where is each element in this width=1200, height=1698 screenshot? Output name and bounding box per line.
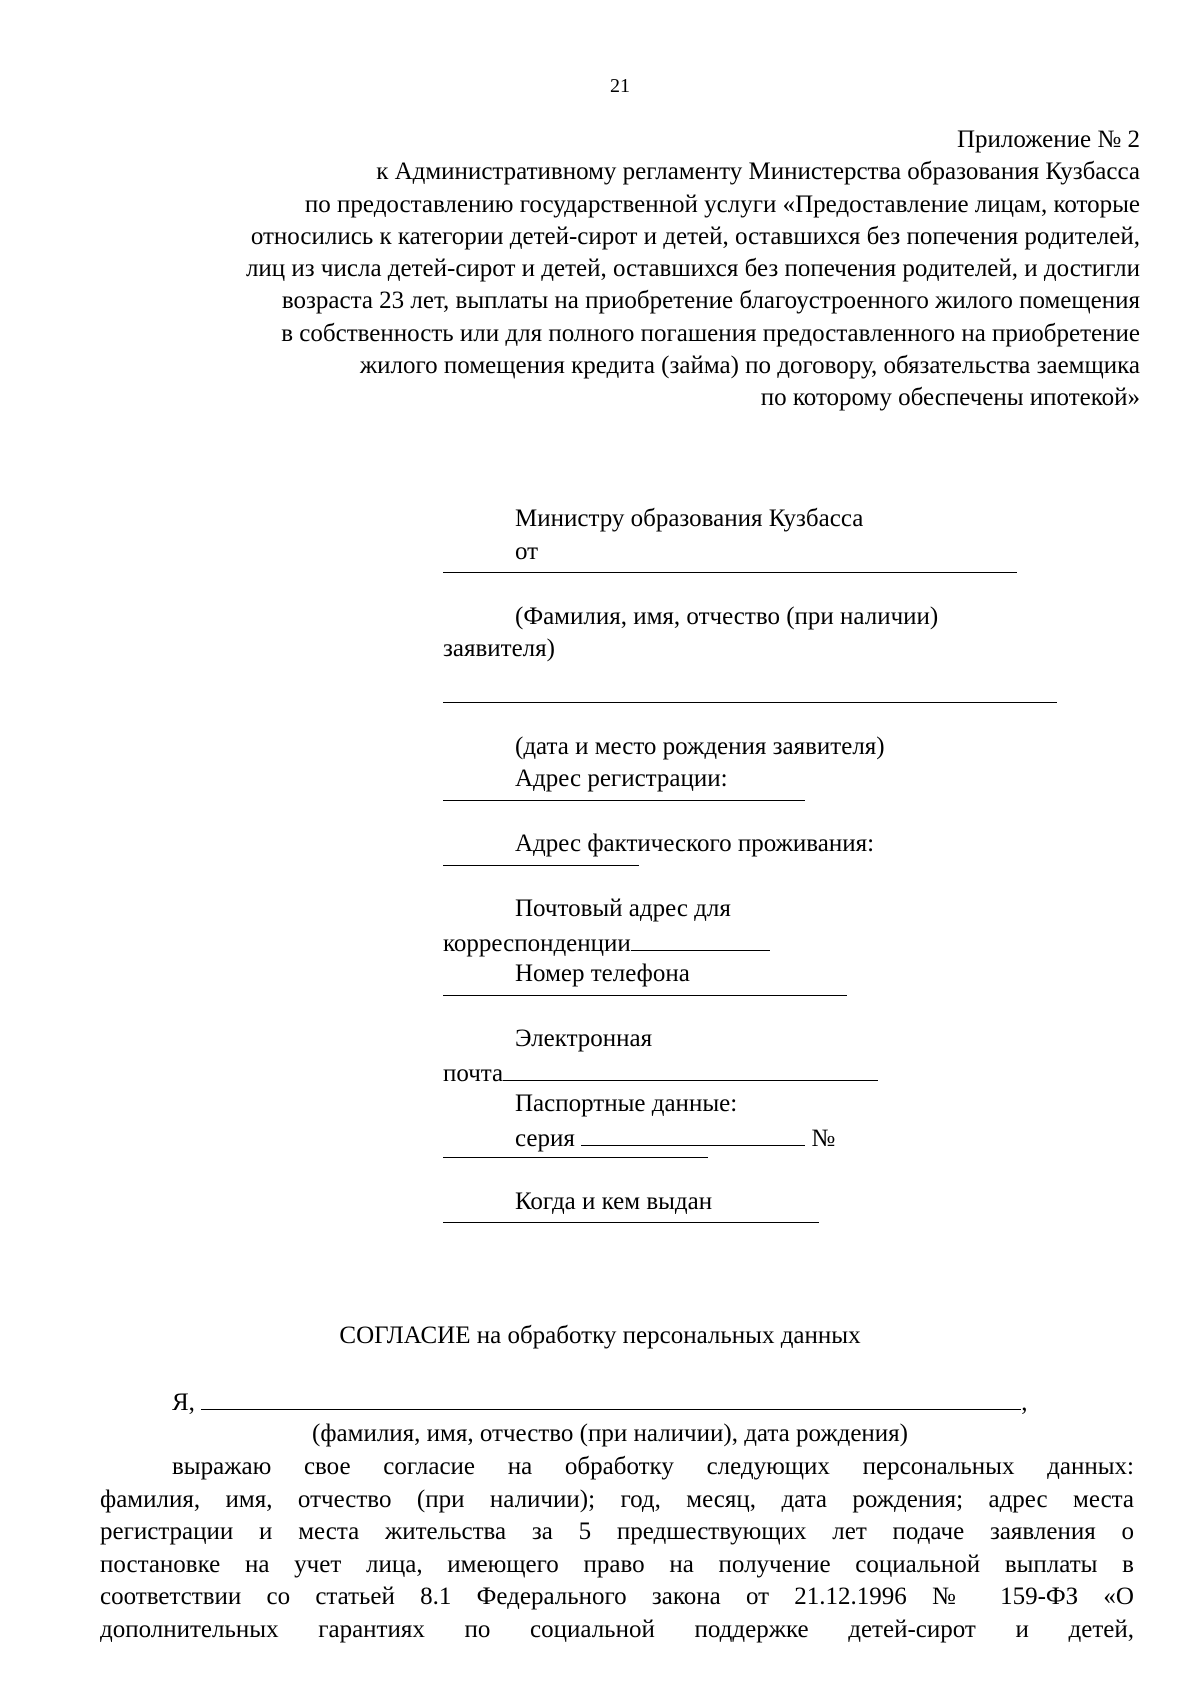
spacer bbox=[443, 666, 1083, 699]
postal-row bbox=[443, 926, 1083, 959]
body-line: соответствии со статьей 8.1 Федерального закона от 21.12.1996 № 159-ФЗ «О bbox=[100, 1583, 1134, 1611]
body-line: постановке на учет лица, имеющего право на получение социальной выплаты в bbox=[100, 1550, 1134, 1578]
fio-field-line[interactable] bbox=[443, 572, 1017, 573]
appendix-line: относились к категории детей-сирот и детей, оставшихся без попечения родителей, bbox=[250, 222, 1140, 250]
consent-title: СОГЛАСИЕ на обработку персональных данных bbox=[339, 1322, 861, 1349]
email-label-2: почта bbox=[443, 1059, 504, 1087]
applicant-name-caption: (фамилия, имя, отчество (при наличии), дата рождения) bbox=[312, 1420, 908, 1447]
minister-label: Министру образования Кузбасса bbox=[515, 505, 864, 532]
appendix-line: лиц из числа детей-сирот и детей, оставшихся без попечения родителей, и достигли bbox=[245, 255, 1140, 283]
appendix-line: жилого помещения кредита (займа) по договору, обязательства заемщика bbox=[359, 352, 1140, 380]
issued-field-row bbox=[443, 1218, 1083, 1251]
applicant-name-field-line[interactable] bbox=[201, 1385, 1021, 1410]
number-field-line[interactable] bbox=[443, 1157, 708, 1158]
birth-field-row bbox=[443, 698, 1083, 731]
email-field-line[interactable] bbox=[503, 1056, 878, 1081]
postal-field-line[interactable] bbox=[631, 926, 770, 951]
phone-field-row bbox=[443, 991, 1083, 1024]
birth-caption: (дата и место рождения заявителя) bbox=[515, 732, 885, 760]
appendix-line: по предоставлению государственной услуги «Предоставление лицам, которые bbox=[304, 190, 1140, 218]
page-number: 21 bbox=[610, 75, 630, 97]
comma: , bbox=[1021, 1389, 1028, 1416]
issued-label: Когда и кем выдан bbox=[515, 1187, 713, 1215]
appendix-header bbox=[80, 124, 1140, 415]
email-label-1: Электронная bbox=[515, 1025, 653, 1052]
actual-address-label: Адрес фактического проживания: bbox=[515, 830, 875, 857]
applicant-name-row bbox=[172, 1385, 1027, 1419]
phone-label: Номер телефона bbox=[515, 960, 690, 987]
passport-label: Паспортные данные: bbox=[515, 1090, 738, 1117]
issued-field-line[interactable] bbox=[443, 1222, 819, 1223]
body-line: фамилия, имя, отчество (при наличии); год, месяц, дата рождения; адрес места bbox=[100, 1485, 1134, 1513]
body-line: регистрации и места жительства за 5 предшествующих лет подаче заявления о bbox=[100, 1518, 1134, 1546]
postal-label-1: Почтовый адрес для bbox=[515, 895, 731, 922]
registration-label: Адрес регистрации: bbox=[515, 765, 728, 792]
body-line: дополнительных гарантиях по социальной поддержке детей-сирот и детей, bbox=[100, 1615, 1134, 1643]
actual-address-field-row bbox=[443, 861, 1083, 894]
number-field-row bbox=[443, 1153, 1083, 1186]
actual-address-field-line[interactable] bbox=[443, 865, 639, 866]
fio-caption-2: заявителя) bbox=[443, 635, 555, 662]
appendix-line: возраста 23 лет, выплаты на приобретение благоустроенного жилого помещения bbox=[281, 287, 1140, 315]
body-line: выражаю свое согласие на обработку следующих персональных данных: bbox=[172, 1453, 1134, 1480]
postal-label-2: корреспонденции bbox=[443, 929, 631, 957]
birth-field-line[interactable] bbox=[443, 702, 1057, 703]
ya-label: Я, bbox=[172, 1389, 195, 1416]
from-label: от bbox=[515, 537, 539, 565]
consent-body bbox=[100, 1451, 1134, 1647]
appendix-line: Приложение № 2 bbox=[956, 126, 1140, 153]
series-field-line[interactable] bbox=[581, 1121, 805, 1146]
appendix-line: по которому обеспечены ипотекой» bbox=[760, 384, 1140, 412]
appendix-line: к Административному регламенту Министерства образования Кузбасса bbox=[376, 158, 1140, 186]
series-label: серия bbox=[515, 1124, 575, 1152]
phone-field-line[interactable] bbox=[443, 995, 847, 996]
fio-field-row bbox=[443, 568, 1083, 601]
fio-caption-1: (Фамилия, имя, отчество (при наличии) bbox=[515, 602, 939, 630]
registration-field-row bbox=[443, 796, 1083, 829]
appendix-line: в собственность или для полного погашения предоставленного на приобретение bbox=[281, 319, 1140, 347]
registration-field-line[interactable] bbox=[443, 800, 805, 801]
series-row bbox=[443, 1121, 1083, 1154]
email-row bbox=[443, 1056, 1083, 1089]
addressee-block bbox=[443, 503, 1083, 1251]
number-label: № bbox=[811, 1124, 836, 1152]
